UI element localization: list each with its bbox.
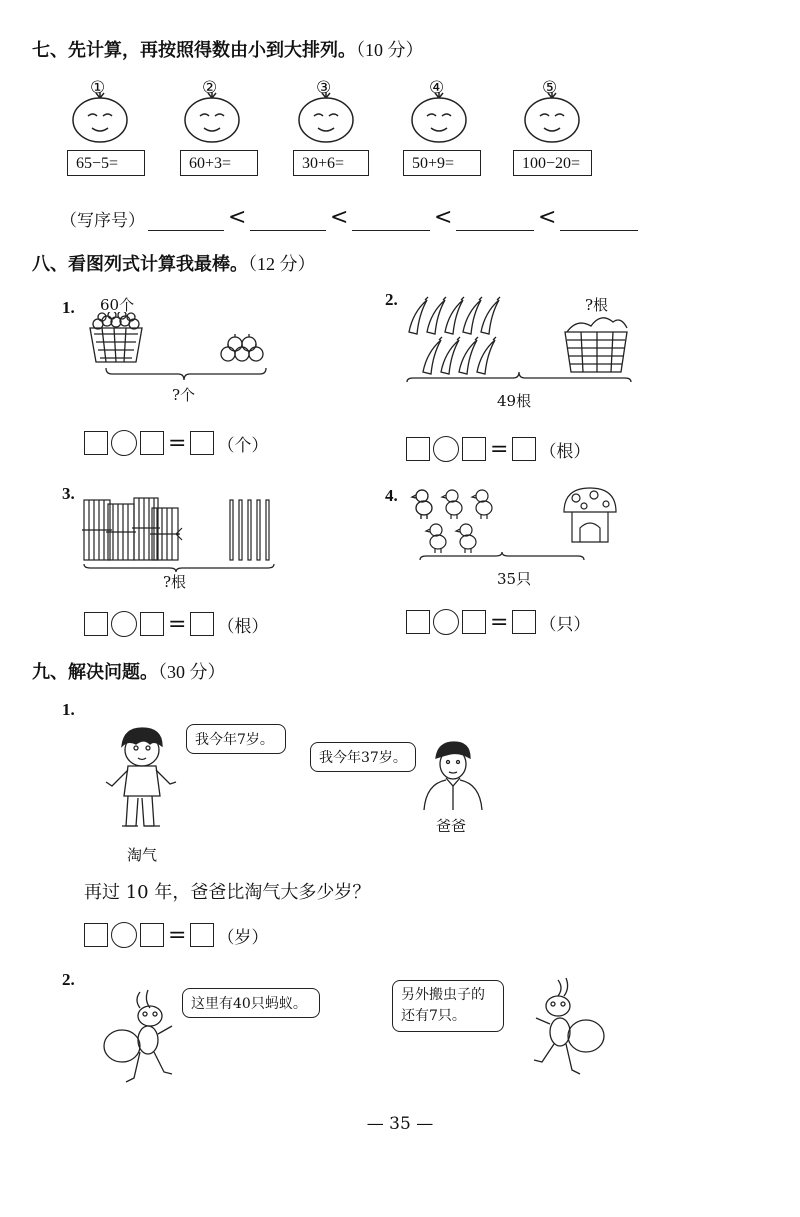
problem3-answer-row xyxy=(84,611,268,637)
ant-left-illustration xyxy=(100,988,182,1088)
order-blank-5[interactable] xyxy=(560,212,638,231)
answer-box[interactable] xyxy=(84,612,108,636)
problem1-picture xyxy=(88,312,278,382)
less-than-2: < xyxy=(330,205,349,230)
unit-label: （根） xyxy=(217,616,269,637)
answer-box[interactable] xyxy=(140,923,164,947)
order-blank-2[interactable] xyxy=(250,212,326,231)
result-box[interactable] xyxy=(190,612,214,636)
less-than-3: < xyxy=(434,205,453,230)
ant-right-figure xyxy=(522,976,608,1082)
ant-bubble-left xyxy=(182,988,320,1018)
operator-circle[interactable] xyxy=(111,922,137,948)
answer-box[interactable] xyxy=(140,431,164,455)
item4-expression: 50+9= xyxy=(403,150,481,176)
section8-points: （12 分） xyxy=(248,254,316,274)
operator-circle[interactable] xyxy=(433,436,459,462)
chicks-mushroom-illustration xyxy=(408,486,618,566)
problem4-picture xyxy=(408,486,618,566)
ant-bubble-left-text: 这里有40只蚂蚁。 xyxy=(191,996,307,1012)
section8-title: 八、看图列式计算我最棒。 xyxy=(32,254,248,275)
page-number: — 35 — xyxy=(366,1114,434,1134)
taoqi-figure xyxy=(100,726,180,838)
equals-sign: = xyxy=(490,436,509,462)
problem1-bottom-label: ?个 xyxy=(172,386,196,404)
item5-expression: 100−20= xyxy=(513,150,592,176)
problem2-answer-row xyxy=(406,436,590,462)
name-dad: 爸爸 xyxy=(436,817,467,835)
item4-number: ④ xyxy=(429,78,445,97)
item3-number: ③ xyxy=(316,78,332,97)
answer-box[interactable] xyxy=(406,610,430,634)
order-blank-4[interactable] xyxy=(456,212,534,231)
basket-apples-illustration xyxy=(88,312,278,382)
sticks-bundles-illustration xyxy=(80,494,280,574)
name-taoqi: 淘气 xyxy=(127,846,158,864)
problem4-answer-row xyxy=(406,609,590,635)
bubble-left-text: 我今年7岁。 xyxy=(195,732,274,748)
item3-expression: 30+6= xyxy=(293,150,369,176)
problem3-picture xyxy=(80,494,280,574)
section8-heading xyxy=(32,250,316,276)
less-than-4: < xyxy=(538,205,557,230)
question2-number: 2. xyxy=(62,970,75,989)
question1-text: 再过 10 年，爸爸比淘气大多少岁？ xyxy=(84,882,371,903)
equals-sign: = xyxy=(490,609,509,635)
problem2-top-label: ?根 xyxy=(585,296,609,314)
unit-label: （岁） xyxy=(217,927,269,948)
order-label: （写序号） xyxy=(60,211,145,231)
result-box[interactable] xyxy=(190,923,214,947)
unit-label: （只） xyxy=(539,614,591,635)
result-box[interactable] xyxy=(512,610,536,634)
result-box[interactable] xyxy=(512,437,536,461)
bananas-basket-illustration xyxy=(405,296,633,388)
problem3-number: 3. xyxy=(62,484,75,503)
problem2-bottom-label: 49根 xyxy=(497,392,532,410)
speech-bubble-left xyxy=(186,724,286,754)
problem2-picture xyxy=(405,296,633,388)
ant-left-figure xyxy=(100,988,182,1088)
problem1-answer-row xyxy=(84,430,268,456)
problem3-bottom-label: ?根 xyxy=(163,573,187,591)
problem2-number: 2. xyxy=(385,290,398,309)
order-blank-1[interactable] xyxy=(148,212,224,231)
answer-box[interactable] xyxy=(462,437,486,461)
dad-figure xyxy=(420,740,484,812)
problem1-number: 1. xyxy=(62,298,75,317)
answer-box[interactable] xyxy=(406,437,430,461)
section9-title: 九、解决问题。 xyxy=(32,662,158,683)
item1-expression: 65−5= xyxy=(67,150,145,176)
ant-right-illustration xyxy=(522,976,608,1082)
section7-title: 七、先计算，再按照得数由小到大排列。 xyxy=(32,40,356,61)
item1-number: ① xyxy=(90,78,106,97)
problem4-bottom-label: 35只 xyxy=(497,570,532,588)
section7-faces xyxy=(60,78,620,143)
speech-bubble-right xyxy=(310,742,416,772)
operator-circle[interactable] xyxy=(111,430,137,456)
item2-expression: 60+3= xyxy=(180,150,258,176)
section9-heading xyxy=(32,658,226,684)
equals-sign: = xyxy=(168,611,187,637)
answer-box[interactable] xyxy=(462,610,486,634)
question1-number: 1. xyxy=(62,700,75,719)
bubble-right-text: 我今年37岁。 xyxy=(319,750,407,766)
unit-label: （根） xyxy=(539,441,591,462)
equals-sign: = xyxy=(168,430,187,456)
answer-box[interactable] xyxy=(140,612,164,636)
order-blank-3[interactable] xyxy=(352,212,430,231)
answer-box[interactable] xyxy=(84,431,108,455)
section9-points: （30 分） xyxy=(158,662,226,682)
result-box[interactable] xyxy=(190,431,214,455)
equals-sign: = xyxy=(168,922,187,948)
answer-box[interactable] xyxy=(84,923,108,947)
question1-answer-row xyxy=(84,922,268,948)
operator-circle[interactable] xyxy=(111,611,137,637)
operator-circle[interactable] xyxy=(433,609,459,635)
problem1-top-label: 60个 xyxy=(100,296,135,314)
section7-heading xyxy=(32,36,424,62)
ant-bubble-right xyxy=(392,980,504,1032)
boy-illustration xyxy=(100,726,180,838)
man-illustration xyxy=(420,740,484,812)
less-than-1: < xyxy=(228,205,247,230)
item2-number: ② xyxy=(202,78,218,97)
unit-label: （个） xyxy=(217,435,269,456)
ant-bubble-right-line2: 还有7只。 xyxy=(401,1008,466,1024)
item5-number: ⑤ xyxy=(542,78,558,97)
problem4-number: 4. xyxy=(385,486,398,505)
faces-illustration xyxy=(60,78,620,143)
section7-points: （10 分） xyxy=(356,40,424,60)
ant-bubble-right-line1: 另外搬虫子的 xyxy=(401,987,485,1003)
